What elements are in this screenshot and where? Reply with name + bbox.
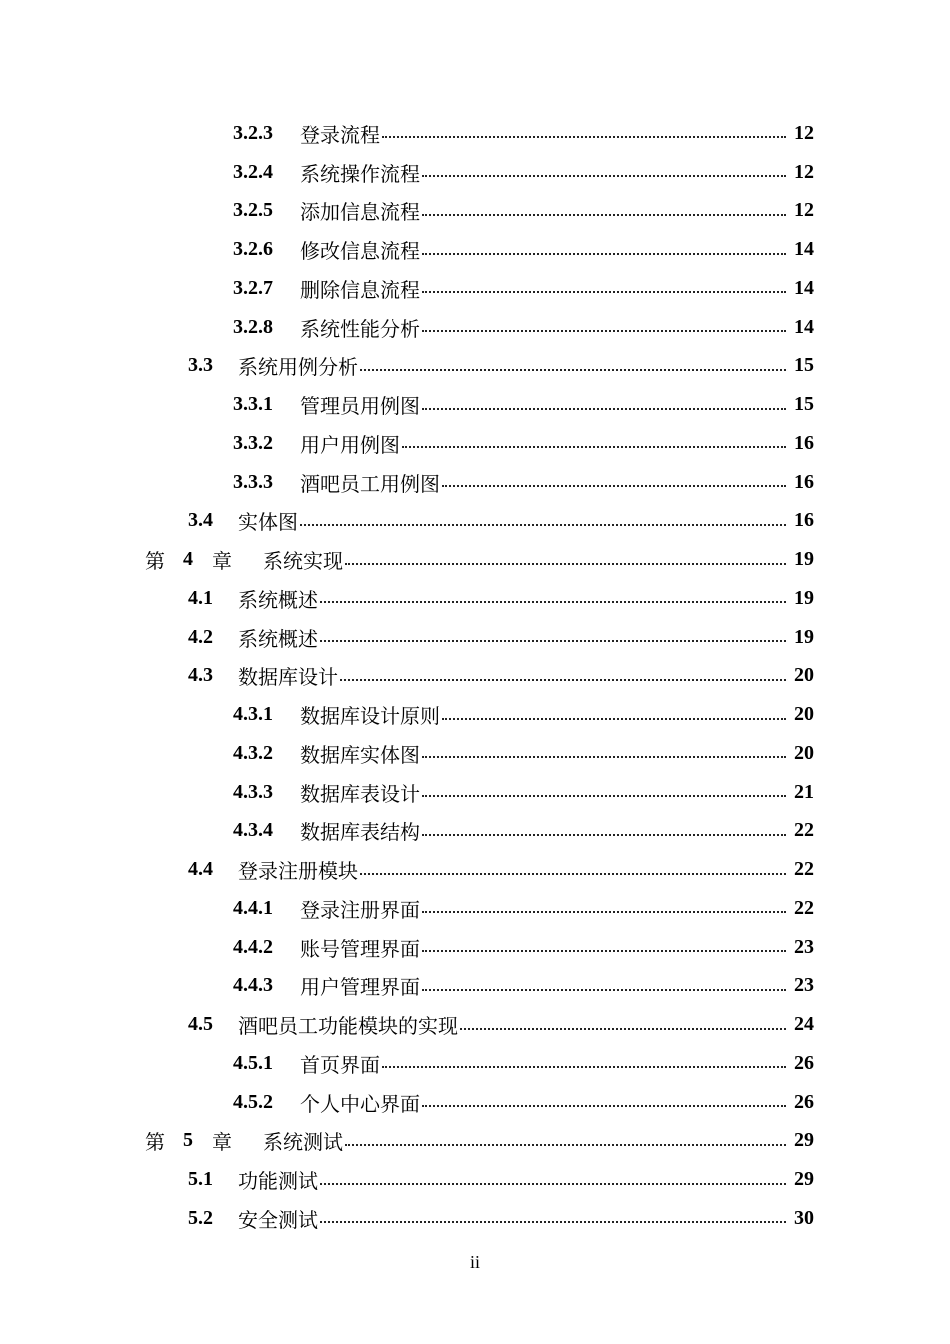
section-number: 4.4.3	[233, 974, 273, 997]
toc-entry[interactable]	[0, 967, 950, 1006]
section-title: 系统测试	[263, 1130, 343, 1155]
section-title: 添加信息流程	[300, 200, 420, 225]
dot-leader	[360, 349, 786, 371]
toc-entry[interactable]	[0, 192, 950, 231]
dot-leader	[422, 1085, 786, 1107]
section-title: 登录注册模块	[238, 859, 358, 884]
toc-entry[interactable]	[0, 657, 950, 696]
section-number: 4.4.1	[233, 896, 273, 919]
section-title: 系统概述	[238, 587, 318, 612]
section-title: 实体图	[238, 510, 298, 535]
page-number: 19	[794, 586, 814, 609]
page-number: 20	[794, 741, 814, 764]
section-number: 4.4.2	[233, 935, 273, 958]
dot-leader	[340, 659, 786, 681]
dot-leader	[422, 233, 786, 255]
page-number: 14	[794, 276, 814, 299]
dot-leader	[422, 736, 786, 758]
toc-entry[interactable]	[0, 424, 950, 463]
section-number: 4.3.1	[233, 703, 273, 726]
dot-leader	[422, 775, 786, 797]
section-number: 4.5	[188, 1013, 213, 1036]
section-title: 登录注册界面	[300, 897, 420, 922]
section-number: 4.5.2	[233, 1090, 273, 1113]
toc-entry[interactable]	[0, 153, 950, 192]
dot-leader	[345, 1124, 786, 1146]
page-number: 21	[794, 780, 814, 803]
dot-leader	[320, 1163, 786, 1185]
section-title: 系统实现	[263, 549, 343, 574]
dot-leader	[320, 581, 786, 603]
page-number: 16	[794, 431, 814, 454]
section-title: 用户管理界面	[300, 975, 420, 1000]
section-number: 5.2	[188, 1206, 213, 1229]
section-title: 用户用例图	[300, 432, 400, 457]
toc-entry[interactable]	[0, 734, 950, 773]
table-of-contents	[0, 114, 950, 1238]
dot-leader	[320, 1201, 786, 1223]
dot-leader	[422, 930, 786, 952]
section-number: 4.4	[188, 858, 213, 881]
section-title: 系统用例分析	[238, 355, 358, 380]
toc-entry[interactable]	[0, 928, 950, 967]
section-title: 登录流程	[300, 122, 380, 147]
page-number: 12	[794, 199, 814, 222]
page-number: 22	[794, 858, 814, 881]
page-number: 30	[794, 1206, 814, 1229]
page-number: 20	[794, 664, 814, 687]
page-number: 26	[794, 1090, 814, 1113]
section-number: 4.3.4	[233, 819, 273, 842]
toc-entry[interactable]	[0, 1083, 950, 1122]
section-number: 3.3.3	[233, 470, 273, 493]
section-title: 数据库实体图	[300, 742, 420, 767]
section-number: 5.1	[188, 1168, 213, 1191]
section-number: 3.2.6	[233, 238, 273, 261]
toc-entry[interactable]	[0, 347, 950, 386]
section-title: 修改信息流程	[300, 239, 420, 264]
dot-leader	[320, 620, 786, 642]
toc-entry[interactable]	[0, 773, 950, 812]
toc-chapter-entry[interactable]	[0, 540, 950, 579]
page-footer-number: ii	[469, 1252, 480, 1272]
section-title: 删除信息流程	[300, 277, 420, 302]
dot-leader	[442, 465, 786, 487]
section-number: 4.5.1	[233, 1051, 273, 1074]
section-title: 个人中心界面	[300, 1091, 420, 1116]
page-number: 14	[794, 315, 814, 338]
toc-entry[interactable]	[0, 1199, 950, 1238]
dot-leader	[382, 1046, 786, 1068]
dot-leader	[422, 388, 786, 410]
toc-entry[interactable]	[0, 579, 950, 618]
page-number: 22	[794, 819, 814, 842]
toc-entry[interactable]	[0, 114, 950, 153]
chapter-suffix: 章	[212, 551, 232, 574]
section-number: 3.2.8	[233, 315, 273, 338]
toc-entry[interactable]	[0, 463, 950, 502]
section-number: 4.3	[188, 664, 213, 687]
toc-entry[interactable]	[0, 1160, 950, 1199]
page-number: 19	[794, 548, 814, 571]
section-number: 3.2.5	[233, 199, 273, 222]
toc-entry[interactable]	[0, 230, 950, 269]
page-number: 20	[794, 703, 814, 726]
toc-entry[interactable]	[0, 850, 950, 889]
page-number: 16	[794, 509, 814, 532]
section-title: 管理员用例图	[300, 394, 420, 419]
page-number: 19	[794, 625, 814, 648]
toc-entry[interactable]	[0, 269, 950, 308]
section-title: 首页界面	[300, 1052, 380, 1077]
dot-leader	[442, 698, 786, 720]
page-number: 26	[794, 1051, 814, 1074]
section-title: 酒吧员工功能模块的实现	[238, 1014, 458, 1039]
section-title: 系统性能分析	[300, 316, 420, 341]
chapter-suffix: 章	[212, 1132, 232, 1155]
page-number: 22	[794, 896, 814, 919]
section-title: 安全测试	[238, 1207, 318, 1232]
chapter-label	[145, 1126, 263, 1155]
section-title: 系统概述	[238, 626, 318, 651]
page-number: 23	[794, 974, 814, 997]
section-title: 数据库设计原则	[300, 704, 440, 729]
dot-leader	[422, 310, 786, 332]
toc-chapter-entry[interactable]	[0, 1122, 950, 1161]
page-number: 24	[794, 1013, 814, 1036]
page-number: 12	[794, 160, 814, 183]
chapter-prefix: 第	[145, 551, 165, 574]
page-number: 29	[794, 1168, 814, 1191]
section-number: 3.2.3	[233, 121, 273, 144]
dot-leader	[460, 1008, 786, 1030]
section-number: 4.3.2	[233, 741, 273, 764]
section-number: 3.3	[188, 354, 213, 377]
page-number: 29	[794, 1129, 814, 1152]
page-number: 23	[794, 935, 814, 958]
dot-leader	[402, 426, 786, 448]
page-number: 15	[794, 354, 814, 377]
section-title: 数据库设计	[238, 665, 338, 690]
dot-leader	[422, 194, 786, 216]
section-number: 3.3.2	[233, 431, 273, 454]
dot-leader	[360, 853, 786, 875]
section-title: 功能测试	[238, 1169, 318, 1194]
section-number: 3.2.4	[233, 160, 273, 183]
dot-leader	[422, 969, 786, 991]
section-number: 3.2.7	[233, 276, 273, 299]
dot-leader	[345, 543, 786, 565]
toc-entry[interactable]	[0, 308, 950, 347]
page-number: 16	[794, 470, 814, 493]
section-title: 酒吧员工用例图	[300, 471, 440, 496]
dot-leader	[422, 271, 786, 293]
toc-entry[interactable]	[0, 889, 950, 928]
section-title: 数据库表结构	[300, 820, 420, 845]
toc-entry[interactable]	[0, 1005, 950, 1044]
section-title: 数据库表设计	[300, 781, 420, 806]
chapter-label	[145, 545, 263, 574]
section-number: 3.3.1	[233, 393, 273, 416]
section-title: 系统操作流程	[300, 161, 420, 186]
section-title: 账号管理界面	[300, 936, 420, 961]
dot-leader	[300, 504, 786, 526]
chapter-prefix: 第	[145, 1132, 165, 1155]
section-number: 4.1	[188, 586, 213, 609]
section-number: 4.3.3	[233, 780, 273, 803]
chapter-number: 4	[183, 548, 193, 571]
toc-entry[interactable]	[0, 618, 950, 657]
toc-entry[interactable]	[0, 1044, 950, 1083]
dot-leader	[422, 814, 786, 836]
page-number: 15	[794, 393, 814, 416]
toc-entry[interactable]	[0, 695, 950, 734]
page-number: 12	[794, 121, 814, 144]
chapter-number: 5	[183, 1129, 193, 1152]
toc-entry[interactable]	[0, 502, 950, 541]
section-number: 4.2	[188, 625, 213, 648]
toc-entry[interactable]	[0, 812, 950, 851]
dot-leader	[422, 891, 786, 913]
page-number: 14	[794, 238, 814, 261]
toc-entry[interactable]	[0, 385, 950, 424]
dot-leader	[382, 116, 786, 138]
dot-leader	[422, 155, 786, 177]
section-number: 3.4	[188, 509, 213, 532]
